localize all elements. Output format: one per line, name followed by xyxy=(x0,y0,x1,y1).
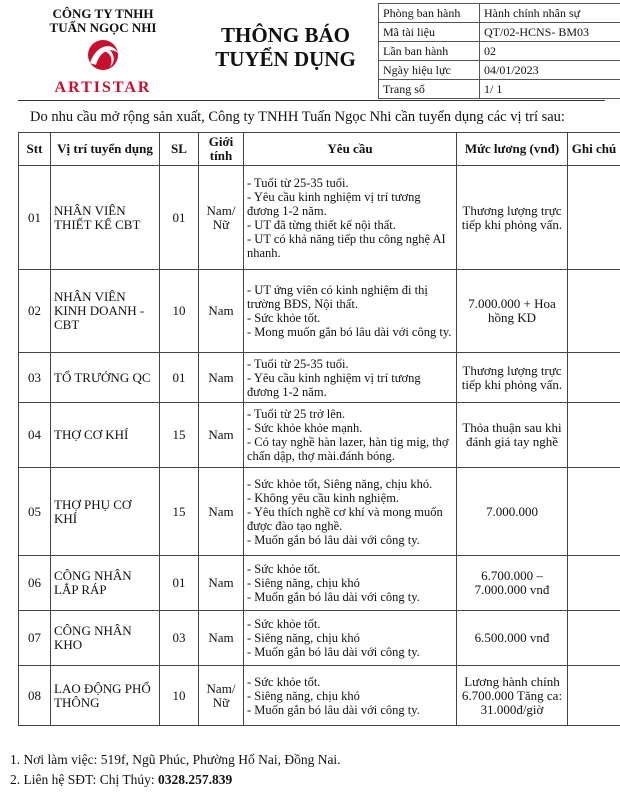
company-name-line1: CÔNG TY TNHH xyxy=(52,6,154,21)
requirement-line: - Yêu thích nghề cơ khí và mong muốn được đào tạo nghề. xyxy=(247,504,443,533)
requirement-line: - Có tay nghề hàn lazer, hàn tig mig, thợ chấn dập, thợ mài.đánh bóng. xyxy=(247,435,449,463)
header-note: Ghi chú xyxy=(568,133,620,166)
requirement-line: - Sức khỏe tốt. xyxy=(247,311,321,325)
requirement-line: - Tuổi từ 25 trở lên. xyxy=(247,407,346,421)
requirement-line: - Yêu cầu kinh nghiệm vị trí tương đương 1-2 năm. xyxy=(247,370,421,399)
requirement-line: - Muốn gắn bó lâu dài với công ty. xyxy=(247,645,420,659)
cell-note xyxy=(568,270,620,353)
meta-label: Ngày hiệu lực xyxy=(379,61,480,80)
requirement-line: - Không yêu cầu kinh nghiệm. xyxy=(247,490,400,505)
cell-salary: Thỏa thuận sau khi đánh giá tay nghề xyxy=(457,403,568,468)
table-row xyxy=(19,353,620,403)
requirement-line: - Muốn gắn bó lâu dài với công ty. xyxy=(247,702,420,717)
cell-stt: 05 xyxy=(19,468,51,556)
cell-position: CÔNG NHÂN LẮP RÁP xyxy=(51,556,160,611)
cell-position: THỢ PHỤ CƠ KHÍ xyxy=(51,468,160,556)
cell-gender: Nam xyxy=(199,468,244,556)
cell-salary: 7.000.000 + Hoa hồng KD xyxy=(457,270,568,353)
footer-location: 1. Nơi làm việc: 519f, Ngũ Phúc, Phường Hố Nai, Đồng Nai. xyxy=(10,752,341,767)
cell-sl: 15 xyxy=(160,468,199,556)
cell-gender: Nam/ Nữ xyxy=(199,166,244,270)
cell-note xyxy=(568,611,620,666)
cell-stt: 06 xyxy=(19,556,51,611)
requirement-line: - Muốn gắn bó lâu dài với công ty. xyxy=(247,590,420,604)
requirement-line: - UT có khả năng tiếp thu công nghệ AI nhanh. xyxy=(247,231,446,260)
requirement-line: - Tuổi từ 25-35 tuổi. xyxy=(247,175,349,190)
cell-sl: 10 xyxy=(160,270,199,353)
contact-phone: 0328.257.839 xyxy=(157,772,233,787)
header-sl: SL xyxy=(160,133,199,166)
cell-requirements xyxy=(244,353,457,403)
cell-note xyxy=(568,353,620,403)
cell-requirements xyxy=(244,403,457,468)
table-row xyxy=(19,611,620,666)
cell-salary: Thương lượng trực tiếp khi phỏng vấn. xyxy=(457,166,568,270)
cell-sl: 10 xyxy=(160,666,199,726)
cell-salary: 6.700.000 – 7.000.000 vnđ xyxy=(457,556,568,611)
cell-requirements xyxy=(244,270,457,353)
meta-label: Lần ban hành xyxy=(379,42,480,61)
table-row xyxy=(19,666,620,726)
cell-position: THỢ CƠ KHÍ xyxy=(51,403,160,468)
cell-stt: 03 xyxy=(19,353,51,403)
cell-stt: 07 xyxy=(19,611,51,666)
header-stt: Stt xyxy=(19,133,51,166)
requirement-line: - UT đã từng thiết kế nội thất. xyxy=(247,217,396,232)
cell-note xyxy=(568,403,620,468)
cell-stt: 04 xyxy=(19,403,51,468)
meta-value: 1/ 1 xyxy=(480,80,620,99)
meta-row xyxy=(379,61,620,80)
cell-requirements xyxy=(244,468,457,556)
requirement-line: - Sức khỏe tốt. xyxy=(247,617,321,631)
header-requirements: Yêu cầu xyxy=(244,133,457,166)
logo-emblem-icon xyxy=(88,40,118,70)
cell-salary: 6.500.000 vnđ xyxy=(457,611,568,666)
cell-salary: Lương hành chính 6.700.000 Tăng ca: 31.000đ/giờ xyxy=(457,666,568,726)
cell-note xyxy=(568,556,620,611)
cell-gender: Nam xyxy=(199,403,244,468)
cell-gender: Nam xyxy=(199,353,244,403)
meta-row xyxy=(379,4,620,23)
cell-position: NHÂN VIÊN THIẾT KẾ CBT xyxy=(51,166,160,270)
meta-value: Hành chính nhân sự xyxy=(480,4,620,23)
requirement-line: - Sức khỏe tốt. xyxy=(247,674,321,689)
cell-stt: 01 xyxy=(19,166,51,270)
meta-label: Mã tài liệu xyxy=(379,23,480,42)
cell-sl: 15 xyxy=(160,403,199,468)
cell-sl: 01 xyxy=(160,556,199,611)
meta-label: Trang số xyxy=(379,80,480,99)
cell-position: NHÂN VIÊN KINH DOANH - CBT xyxy=(51,270,160,353)
cell-salary: 7.000.000 xyxy=(457,468,568,556)
contact-label: 2. Liên hệ SĐT: Chị Thúy: xyxy=(10,772,155,787)
requirement-line: - UT ứng viên có kinh nghiệm đi thị trường BĐS, Nội thất. xyxy=(247,283,428,311)
header-gender: Giới tính xyxy=(199,133,244,166)
requirement-line: - Tuổi từ 25-35 tuổi. xyxy=(247,356,349,371)
cell-requirements xyxy=(244,166,457,270)
cell-stt: 02 xyxy=(19,270,51,353)
cell-position: TỔ TRƯỞNG QC xyxy=(51,353,160,403)
cell-requirements xyxy=(244,611,457,666)
table-row xyxy=(19,468,620,556)
table-row xyxy=(19,403,620,468)
requirement-line: - Siêng năng, chịu khó xyxy=(247,576,360,590)
requirement-line: - Mong muốn gắn bó lâu dài với công ty. xyxy=(247,325,452,339)
cell-gender: Nam/ Nữ xyxy=(199,666,244,726)
requirement-line: - Siêng năng, chịu khó xyxy=(247,688,360,703)
cell-gender: Nam xyxy=(199,270,244,353)
table-row xyxy=(19,556,620,611)
table-row xyxy=(19,270,620,353)
cell-note xyxy=(568,666,620,726)
cell-stt: 08 xyxy=(19,666,51,726)
table-row xyxy=(19,166,620,270)
requirement-line: - Sức khỏe tốt, Siêng năng, chịu khó. xyxy=(247,476,433,491)
meta-row xyxy=(379,42,620,61)
header-salary: Mức lương (vnđ) xyxy=(457,133,568,166)
recruitment-table xyxy=(18,132,620,726)
requirement-line: - Siêng năng, chịu khó xyxy=(247,631,360,645)
footer-contact xyxy=(10,772,232,788)
cell-requirements xyxy=(244,556,457,611)
meta-value: 02 xyxy=(480,42,620,61)
meta-value: QT/02-HCNS- BM03 xyxy=(480,23,620,42)
intro-text: Do nhu cầu mở rộng sản xuất, Công ty TNHH Tuấn Ngọc Nhi cần tuyển dụng các vị trí sau: xyxy=(30,109,565,125)
document-title xyxy=(193,23,378,71)
cell-gender: Nam xyxy=(199,611,244,666)
cell-note xyxy=(568,166,620,270)
requirement-line: - Sức khỏe khỏe mạnh. xyxy=(247,421,363,435)
cell-sl: 01 xyxy=(160,166,199,270)
meta-row xyxy=(379,80,620,99)
document-meta-table xyxy=(378,3,620,99)
cell-salary: Thương lượng trực tiếp khi phỏng vấn. xyxy=(457,353,568,403)
header-position: Vị trí tuyển dụng xyxy=(51,133,160,166)
title-line1: THÔNG BÁO xyxy=(221,23,350,47)
meta-row xyxy=(379,23,620,42)
cell-position: CÔNG NHÂN KHO xyxy=(51,611,160,666)
cell-sl: 01 xyxy=(160,353,199,403)
logo-brand-text: ARTISTAR xyxy=(54,79,152,96)
cell-requirements xyxy=(244,666,457,726)
cell-position: LAO ĐỘNG PHỔ THÔNG xyxy=(51,666,160,726)
meta-value: 04/01/2023 xyxy=(480,61,620,80)
cell-sl: 03 xyxy=(160,611,199,666)
meta-label: Phòng ban hành xyxy=(379,4,480,23)
company-name-line2: TUẤN NGỌC NHI xyxy=(49,20,157,35)
requirement-line: - Yêu cầu kinh nghiệm vị trí tương đương 1-2 năm. xyxy=(247,189,421,218)
requirement-line: - Muốn gắn bó lâu dài với công ty. xyxy=(247,532,420,547)
artistar-logo xyxy=(18,37,188,99)
company-name xyxy=(18,7,188,35)
table-header-row xyxy=(19,133,620,166)
cell-note xyxy=(568,468,620,556)
title-line2: TUYỂN DỤNG xyxy=(215,47,356,71)
requirement-line: - Sức khỏe tốt. xyxy=(247,562,321,576)
cell-gender: Nam xyxy=(199,556,244,611)
document-header xyxy=(18,3,605,101)
